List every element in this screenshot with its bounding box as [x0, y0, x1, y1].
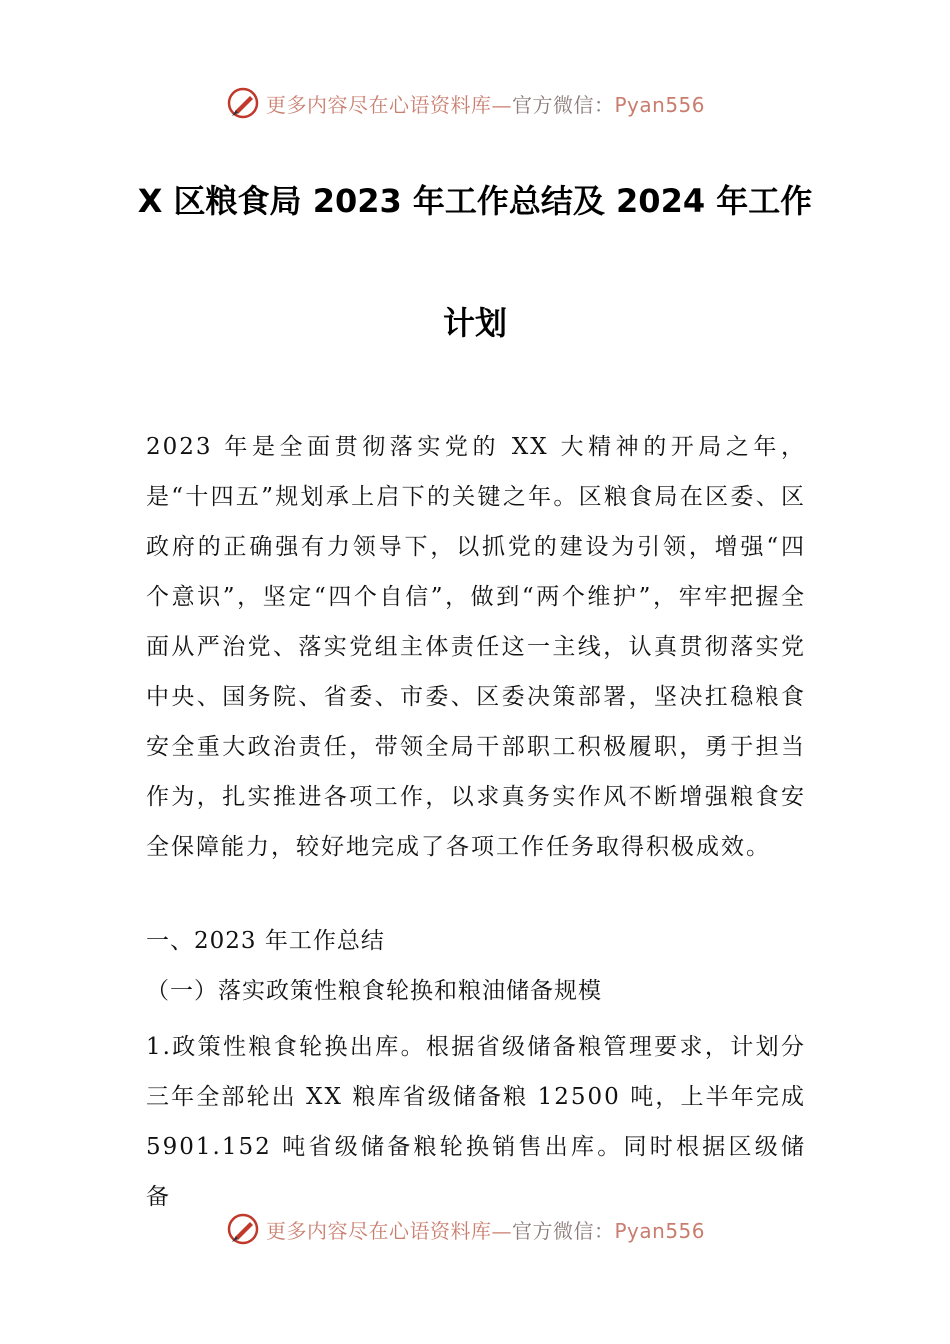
footer-banner	[226, 1212, 705, 1246]
pen-logo-icon	[226, 86, 260, 120]
section-heading: 一、2023 年工作总结	[146, 928, 385, 954]
banner-brand: 更多内容尽在心语资料库	[266, 92, 492, 117]
header-banner	[226, 86, 705, 120]
banner-separator: —	[491, 92, 512, 117]
banner-separator: —	[491, 1218, 512, 1243]
header-banner-text	[266, 89, 705, 118]
pen-logo-icon	[226, 1212, 260, 1246]
intro-paragraph: 2023 年是全面贯彻落实党的 XX 大精神的开局之年，是“十四五”规划承上启下的关键之年。区粮食局在区委、区政府的正确强有力领导下，以抓党的建设为引领，增强“四个意识”，坚定“四个自信”，做到“两个维护”，牢牢把握全面从严治党、落实党组主体责任这一主线，认真贯彻落实党中央、国务院、省委、市委、区委决策部署，坚决扛稳粮食安全重大政治责任，带领全局干部职工积极履职，勇于担当作为，扎实推进各项工作，以求真务实作风不断增强粮食安全保障能力，较好地完成了各项工作任务取得积极成效。	[146, 434, 806, 860]
banner-wechat-id: Pyan556	[614, 1218, 706, 1243]
document-title-line1: X 区粮食局 2023 年工作总结及 2024 年工作	[137, 182, 813, 220]
banner-wechat-label: 官方微信：	[512, 1218, 615, 1243]
item-paragraph: 1.政策性粮食轮换出库。根据省级储备粮管理要求，计划分三年全部轮出 XX 粮库省级储备粮 12500 吨，上半年完成 5901.152 吨省级储备粮轮换销售出库。同时根据区级储备	[146, 1034, 806, 1210]
banner-brand: 更多内容尽在心语资料库	[266, 1218, 492, 1243]
document-title-line2: 计划	[442, 304, 507, 342]
banner-wechat-id: Pyan556	[614, 92, 706, 117]
footer-banner-text	[266, 1215, 705, 1244]
banner-wechat-label: 官方微信：	[512, 92, 615, 117]
subsection-heading: （一）落实政策性粮食轮换和粮油储备规模	[146, 978, 602, 1004]
